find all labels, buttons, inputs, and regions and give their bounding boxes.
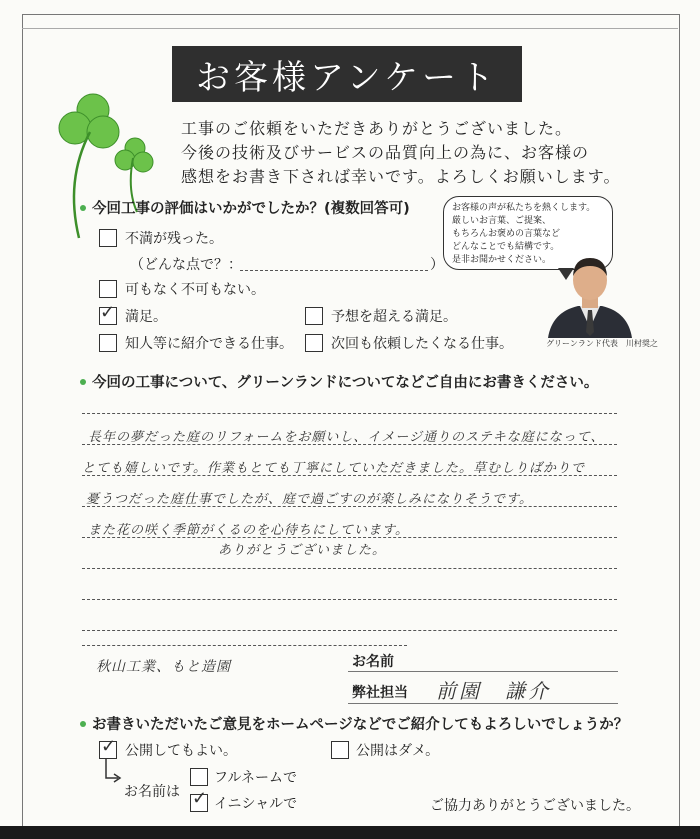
detail-line[interactable] [240, 270, 428, 271]
answer-line[interactable] [82, 599, 617, 600]
option-label: 次回も依頼したくなる仕事。 [331, 336, 513, 352]
answer-text: 憂うつだった庭仕事でしたが、庭で過ごすのが楽しみになりそうです。 [86, 492, 533, 507]
speech-line: もちろんお褒めの言葉など [452, 229, 561, 239]
branch-arrow-icon [100, 758, 124, 784]
option-label: イニシャルで [214, 796, 298, 812]
detail-close: ） [430, 257, 444, 273]
check-mark-icon: ✓ [192, 788, 208, 809]
bullet-icon [80, 205, 86, 211]
speech-line: どんなことでも結構です。 [452, 242, 560, 252]
staff-name: 前園 謙介 [436, 679, 551, 703]
answer-line[interactable] [82, 630, 617, 631]
bullet-icon [80, 721, 86, 727]
speech-line: 厳しいお言葉、ご提案、 [452, 216, 552, 226]
answer-text: ありがとうございました。 [218, 543, 387, 558]
q2-heading [80, 371, 598, 392]
address-text: 秋山工業、もと造園 [96, 659, 231, 675]
page-title: お客様アンケート [172, 46, 522, 102]
q1-question: 今回工事の評価はいかがでしたか？(複数回答可) [92, 201, 410, 217]
option-label: 公開はダメ。 [356, 743, 440, 759]
q3-question: お書きいただいたご意見をホームページなどでご紹介してもよろしいでしょうか？ [92, 717, 629, 733]
address-line[interactable] [82, 645, 407, 646]
option-label: 可もなく不可もない。 [125, 282, 265, 298]
checkbox-recommend[interactable] [99, 334, 117, 352]
intro-text [181, 117, 620, 189]
q2-question: 今回の工事について、グリーンランドについてなどご自由にお書きください。 [92, 375, 599, 391]
q1-heading [80, 197, 410, 218]
option-label: 知人等に紹介できる仕事。 [125, 336, 293, 352]
option-label: 公開してもよい。 [125, 743, 237, 759]
footer-bar [0, 826, 700, 839]
name-label: お名前 [352, 654, 394, 670]
answer-line[interactable] [82, 568, 617, 569]
intro-line: 工事のご依頼をいただきありがとうございました。 [181, 119, 573, 138]
portrait-image [540, 250, 640, 338]
name-line[interactable] [348, 671, 618, 672]
name-prefix: お名前は [124, 784, 180, 800]
portrait-caption: グリーンランド代表 川村奨之 [546, 339, 658, 348]
q3-heading [80, 713, 628, 734]
checkbox-neutral[interactable] [99, 280, 117, 298]
intro-line: 感想をお書き下されば幸いです。よろしくお願いします。 [181, 167, 621, 186]
staff-line [348, 703, 618, 704]
check-mark-icon: ✓ [101, 736, 117, 757]
check-mark-icon: ✓ [100, 302, 116, 323]
checkbox-repeat[interactable] [305, 334, 323, 352]
checkbox-full-name[interactable] [190, 768, 208, 786]
frame-divider [22, 28, 678, 29]
answer-text: とても嬉しいです。作業もとても丁寧にしていただきました。草むしりばかりで [82, 461, 585, 476]
thanks-text: ご協力ありがとうございました。 [430, 798, 640, 814]
checkbox-dissatisfied[interactable] [99, 229, 117, 247]
speech-line: お客様の声が私たちを熱くします。 [452, 203, 596, 213]
option-label: フルネームで [214, 770, 298, 786]
answer-text: 長年の夢だった庭のリフォームをお願いし、イメージ通りのステキな庭になって、 [88, 430, 605, 445]
detail-prompt: （どんな点で？： [130, 257, 242, 273]
intro-line: 今後の技術及びサービスの品質向上の為に、お客様の [181, 143, 590, 162]
staff-label: 弊社担当 [352, 685, 408, 701]
option-label: 不満が残った。 [125, 231, 223, 247]
answer-text: また花の咲く季節がくるのを心待ちにしています。 [88, 523, 409, 538]
checkbox-publish-ng[interactable] [331, 741, 349, 759]
answer-line[interactable] [82, 413, 617, 414]
option-label: 満足。 [125, 309, 167, 325]
checkbox-beyond-expectations[interactable] [305, 307, 323, 325]
speech-line: 是非お聞かせください。 [452, 255, 552, 265]
option-label: 予想を超える満足。 [331, 309, 457, 325]
bullet-icon [80, 379, 86, 385]
